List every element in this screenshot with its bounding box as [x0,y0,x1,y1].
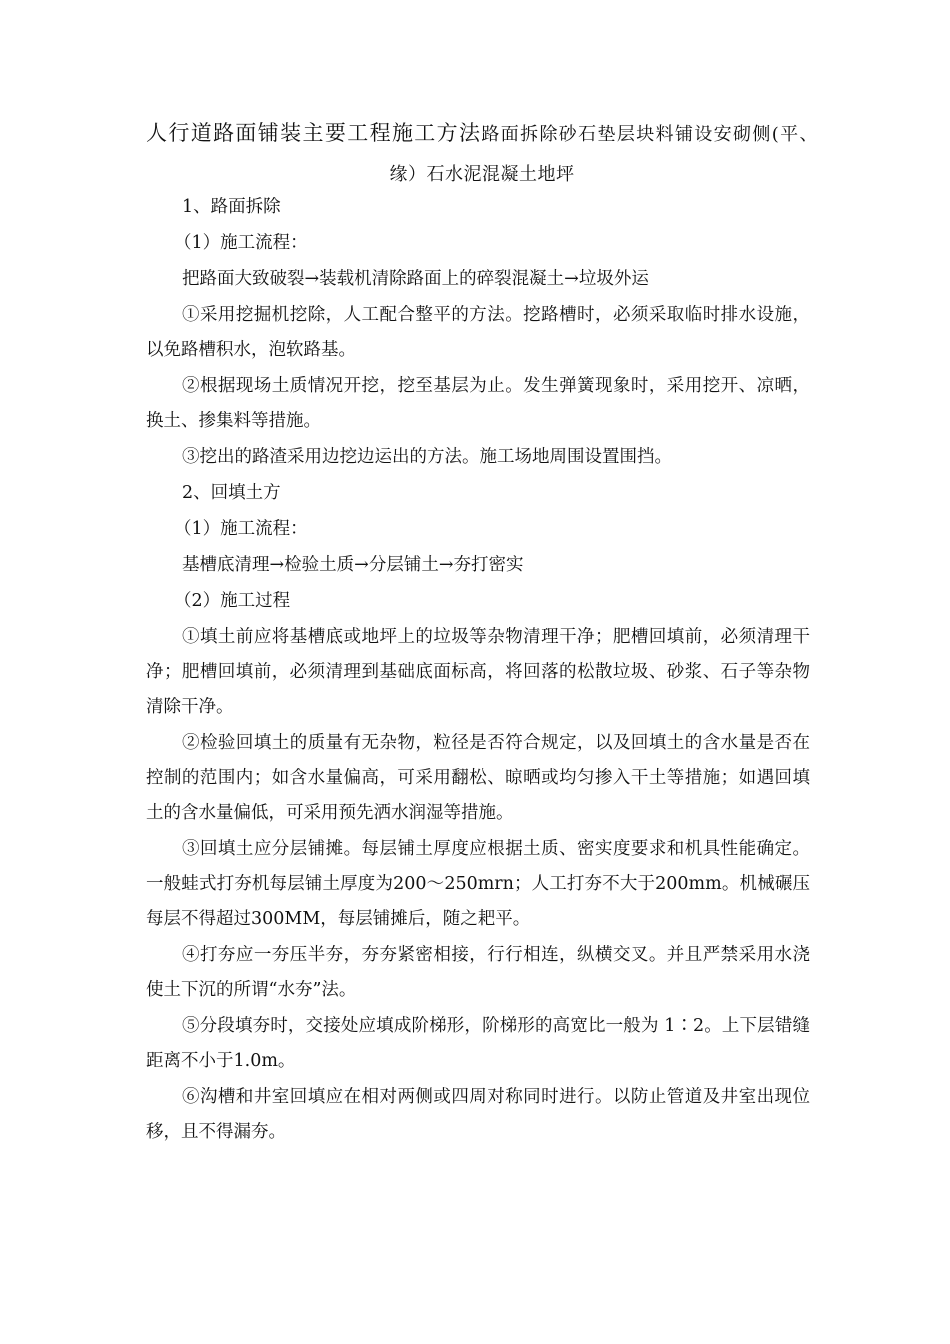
paragraph: ①采用挖掘机挖除，人工配合整平的方法。挖路槽时，必须采取临时排水设施，以免路槽积水，泡软路基。 [146,305,810,360]
paragraph: ⑤分段填夯时，交接处应填成阶梯形，阶梯形的高宽比一般为 1∶2。上下层错缝距离不小于1.0m。 [146,1016,810,1071]
paragraph: ②检验回填土的质量有无杂物，粒径是否符合规定，以及回填土的含水量是否在控制的范围内；如含水量偏高，可采用翻松、晾晒或均匀掺入干土等措施；如遇回填土的含水量偏低，可采用预先洒水润湿等措施。 [146,733,810,823]
title-sub: 路面拆除砂石垫层块料铺设安砌侧(平、缘）石水泥混凝土地坪 [389,124,818,185]
paragraph: ⑥沟槽和井室回填应在相对两侧或四周对称同时进行。以防止管道及井室出现位移，且不得漏夯。 [146,1087,810,1142]
paragraph: ①填土前应将基槽底或地坪上的垃圾等杂物清理干净；肥槽回填前，必须清理干净；肥槽回填前，必须清理到基础底面标高，将回落的松散垃圾、砂浆、石子等杂物清除干净。 [146,627,810,717]
paragraph: （1）施工流程： [174,233,308,253]
paragraph: 2、回填土方 [182,483,281,503]
paragraph: （1）施工流程： [174,519,308,539]
paragraph: ③回填土应分层铺摊。每层铺土厚度应根据土质、密实度要求和机具性能确定。一般蛙式打夯机每层铺土厚度为200～250mrn；人工打夯不大于200mm。机械碾压每层不得超过300MM，每层铺摊后，随之耙平。 [146,839,810,929]
document-title [146,114,818,194]
document-body [146,190,810,1151]
paragraph: 基槽底清理→检验土质→分层铺土→夯打密实 [182,555,524,575]
paragraph: ④打夯应一夯压半夯，夯夯紧密相接，行行相连，纵横交叉。并且严禁采用水浇使土下沉的所谓“水夯”法。 [146,945,810,1000]
paragraph: （2）施工过程 [174,591,291,611]
paragraph: 把路面大致破裂→装载机清除路面上的碎裂混凝土→垃圾外运 [182,269,649,289]
title-main: 人行道路面铺装主要工程施工方法 [146,121,482,145]
paragraph: ③挖出的路渣采用边挖边运出的方法。施工场地周围设置围挡。 [182,447,672,467]
paragraph: 1、路面拆除 [182,197,281,217]
paragraph: ②根据现场土质情况开挖，挖至基层为止。发生弹簧现象时，采用挖开、凉晒，换土、掺集料等措施。 [146,376,810,431]
